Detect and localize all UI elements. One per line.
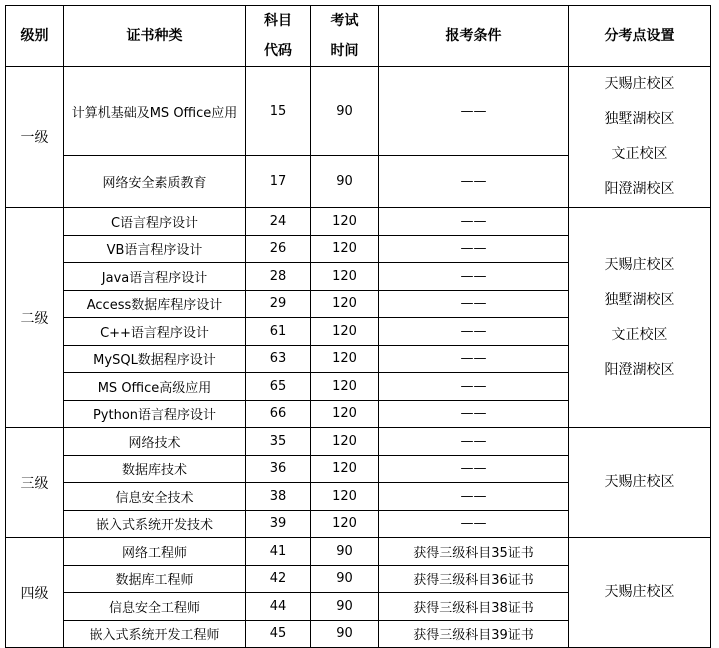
subject-code: 29 — [246, 290, 311, 318]
cert-name: 数据库工程师 — [64, 565, 246, 593]
subject-code: 65 — [246, 373, 311, 401]
condition: —— — [379, 455, 569, 483]
cert-name: C语言程序设计 — [64, 208, 246, 236]
exam-time: 120 — [311, 318, 379, 346]
cert-name: 计算机基础及MS Office应用 — [64, 67, 246, 156]
level-cell: 三级 — [6, 428, 64, 538]
cert-name: MySQL数据程序设计 — [64, 345, 246, 373]
header-row — [6, 6, 711, 67]
site-name: 天赐庄校区 — [604, 474, 675, 490]
subject-code: 45 — [246, 620, 311, 648]
condition: —— — [379, 67, 569, 156]
condition: —— — [379, 235, 569, 263]
site-name: 文正校区 — [611, 326, 668, 343]
site-cell — [569, 67, 711, 208]
subject-code: 17 — [246, 156, 311, 208]
subject-code: 39 — [246, 510, 311, 538]
condition: —— — [379, 510, 569, 538]
condition: —— — [379, 318, 569, 346]
site-name: 阳澄湖校区 — [604, 181, 675, 197]
condition: —— — [379, 483, 569, 511]
subject-code: 42 — [246, 565, 311, 593]
header-time-line2: 时间 — [330, 43, 359, 59]
exam-time: 90 — [311, 538, 379, 566]
exam-time: 120 — [311, 263, 379, 291]
exam-time: 90 — [311, 156, 379, 208]
condition: —— — [379, 373, 569, 401]
condition: —— — [379, 428, 569, 456]
condition: —— — [379, 290, 569, 318]
subject-code: 44 — [246, 593, 311, 621]
cert-name: Access数据库程序设计 — [64, 290, 246, 318]
exam-time: 120 — [311, 455, 379, 483]
exam-time: 120 — [311, 400, 379, 428]
site-name: 天赐庄校区 — [604, 256, 675, 273]
site-name: 文正校区 — [611, 146, 668, 162]
header-time-line1: 考试 — [330, 13, 359, 29]
table-row — [6, 428, 711, 456]
exam-time: 120 — [311, 235, 379, 263]
subject-code: 15 — [246, 67, 311, 156]
condition: 获得三级科目36证书 — [379, 565, 569, 593]
site-name: 独墅湖校区 — [604, 111, 675, 127]
exam-time: 120 — [311, 345, 379, 373]
subject-code: 35 — [246, 428, 311, 456]
header-cert: 证书种类 — [64, 6, 246, 67]
subject-code: 24 — [246, 208, 311, 236]
subject-code: 66 — [246, 400, 311, 428]
site-cell — [569, 428, 711, 538]
table-row — [6, 208, 711, 236]
site-name: 独墅湖校区 — [604, 291, 675, 308]
cert-name: C++语言程序设计 — [64, 318, 246, 346]
site-name: 阳澄湖校区 — [604, 361, 675, 378]
table-row — [6, 67, 711, 156]
condition: 获得三级科目35证书 — [379, 538, 569, 566]
site-name: 天赐庄校区 — [604, 584, 675, 600]
cert-name: 网络安全素质教育 — [64, 156, 246, 208]
table-row — [6, 538, 711, 566]
condition: —— — [379, 400, 569, 428]
exam-time: 120 — [311, 428, 379, 456]
cert-name: Python语言程序设计 — [64, 400, 246, 428]
cert-name: VB语言程序设计 — [64, 235, 246, 263]
subject-code: 36 — [246, 455, 311, 483]
cert-name: 嵌入式系统开发工程师 — [64, 620, 246, 648]
subject-code: 41 — [246, 538, 311, 566]
exam-time: 120 — [311, 483, 379, 511]
exam-time: 90 — [311, 565, 379, 593]
level-cell: 一级 — [6, 67, 64, 208]
cert-name: 数据库技术 — [64, 455, 246, 483]
condition: —— — [379, 345, 569, 373]
cert-name: 嵌入式系统开发技术 — [64, 510, 246, 538]
level-cell: 四级 — [6, 538, 64, 648]
subject-code: 38 — [246, 483, 311, 511]
condition: 获得三级科目39证书 — [379, 620, 569, 648]
exam-time: 90 — [311, 593, 379, 621]
cert-name: Java语言程序设计 — [64, 263, 246, 291]
exam-time: 120 — [311, 290, 379, 318]
condition: 获得三级科目38证书 — [379, 593, 569, 621]
header-code-line1: 科目 — [264, 13, 292, 29]
subject-code: 63 — [246, 345, 311, 373]
header-level: 级别 — [6, 6, 64, 67]
header-code — [246, 6, 311, 67]
header-condition: 报考条件 — [379, 6, 569, 67]
site-cell — [569, 208, 711, 428]
condition: —— — [379, 263, 569, 291]
header-time — [311, 6, 379, 67]
subject-code: 26 — [246, 235, 311, 263]
exam-time: 120 — [311, 373, 379, 401]
subject-code: 28 — [246, 263, 311, 291]
condition: —— — [379, 208, 569, 236]
cert-name: 信息安全技术 — [64, 483, 246, 511]
cert-name: MS Office高级应用 — [64, 373, 246, 401]
cert-name: 网络技术 — [64, 428, 246, 456]
exam-time: 120 — [311, 510, 379, 538]
level-cell: 二级 — [6, 208, 64, 428]
site-cell — [569, 538, 711, 648]
exam-time: 120 — [311, 208, 379, 236]
site-name: 天赐庄校区 — [604, 76, 675, 92]
cert-name: 信息安全工程师 — [64, 593, 246, 621]
exam-time: 90 — [311, 620, 379, 648]
header-site: 分考点设置 — [569, 6, 711, 67]
condition: —— — [379, 156, 569, 208]
subject-code: 61 — [246, 318, 311, 346]
header-code-line2: 代码 — [264, 43, 292, 59]
exam-time: 90 — [311, 67, 379, 156]
exam-table — [5, 5, 711, 648]
cert-name: 网络工程师 — [64, 538, 246, 566]
